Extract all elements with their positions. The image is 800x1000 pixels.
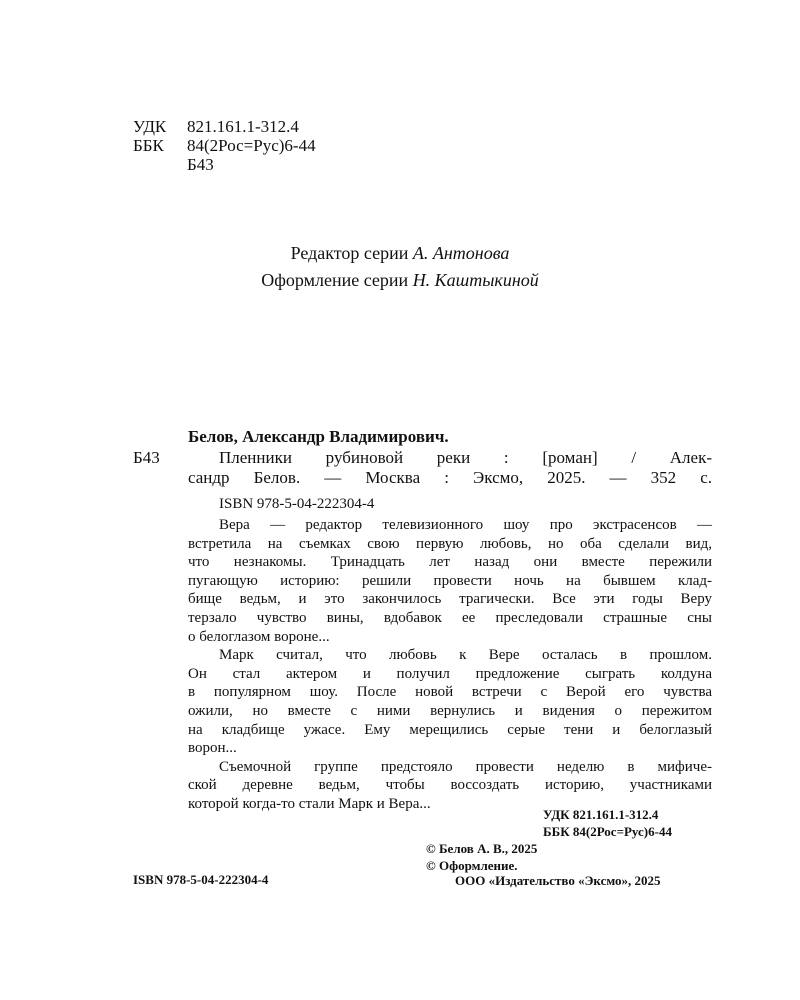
annotation-line: на кладбище ужасе. Ему мерещились серые тени и белоглазый bbox=[188, 721, 712, 738]
annotation-line: ожили, но вместе с ними вернулись и видения о пережитом bbox=[188, 702, 712, 719]
copyright-publisher: ООО «Издательство «Эксмо», 2025 bbox=[455, 873, 661, 888]
bbk-value: 84(2Рос=Рус)6-44 bbox=[187, 136, 316, 155]
entry-isbn: ISBN 978-5-04-222304-4 bbox=[219, 496, 375, 512]
series-editor-prefix: Редактор серии bbox=[290, 243, 413, 263]
entry-title-line-2: сандр Белов. — Москва : Эксмо, 2025. — 352 с. bbox=[188, 468, 712, 487]
copyright-author: © Белов А. В., 2025 bbox=[426, 841, 538, 856]
series-editor-credit bbox=[0, 243, 800, 264]
annotation-line: Он стал актером и получил предложение сыграть колдуна bbox=[188, 665, 712, 682]
entry-author: Белов, Александр Владимирович. bbox=[188, 427, 449, 446]
series-design-credit bbox=[0, 270, 800, 291]
isbn-bottom: ISBN 978-5-04-222304-4 bbox=[133, 872, 269, 887]
udk-code-right: УДК 821.161.1-312.4 bbox=[543, 807, 659, 822]
annotation-line: что незнакомы. Тринадцать лет назад они вместе пережили bbox=[188, 554, 712, 571]
series-editor-name: А. Антонова bbox=[412, 243, 510, 263]
annotation-line: Съемочной группе предстояло провести неделю в мифиче- bbox=[219, 758, 712, 775]
udk-line bbox=[133, 117, 299, 137]
series-design-prefix: Оформление серии bbox=[261, 270, 413, 290]
udk-label: УДК bbox=[133, 117, 167, 136]
bbk-code-right: ББК 84(2Рос=Рус)6-44 bbox=[543, 824, 672, 839]
author-mark-line bbox=[133, 155, 214, 175]
annotation-line: встретила на съемках свою первую любовь, но оба сделали вид, bbox=[188, 535, 712, 552]
annotation bbox=[188, 516, 712, 814]
annotation-line: ворон... bbox=[188, 740, 237, 757]
entry-code: Б43 bbox=[133, 448, 160, 467]
annotation-line: в популярном шоу. После новой встречи с Верой его чувства bbox=[188, 684, 712, 701]
annotation-line: бище ведьм, и это закончилось трагически. Все эти годы Веру bbox=[188, 591, 712, 608]
annotation-line: о белоглазом вороне... bbox=[188, 628, 330, 645]
copyright-design: © Оформление. bbox=[426, 858, 518, 873]
udk-value: 821.161.1-312.4 bbox=[187, 117, 299, 136]
bbk-line bbox=[133, 136, 316, 156]
annotation-line: которой когда-то стали Марк и Вера... bbox=[188, 795, 431, 812]
bbk-label: ББК bbox=[133, 136, 164, 155]
annotation-line: ской деревне ведьм, чтобы воссоздать историю, участниками bbox=[188, 777, 712, 794]
entry-title-line-1: Пленники рубиновой реки : [роман] / Алек- bbox=[219, 448, 712, 467]
annotation-line: терзало чувство вины, вдобавок ее преследовали страшные сны bbox=[188, 609, 712, 626]
annotation-line: Вера — редактор телевизионного шоу про экстрасенсов — bbox=[219, 517, 712, 533]
annotation-line: Марк считал, что любовь к Вере осталась в прошлом. bbox=[219, 647, 712, 664]
annotation-line: пугающую историю: решили провести ночь на бывшем клад- bbox=[188, 572, 712, 589]
series-design-name: Н. Каштыкиной bbox=[412, 270, 539, 290]
author-mark: Б43 bbox=[187, 155, 214, 174]
